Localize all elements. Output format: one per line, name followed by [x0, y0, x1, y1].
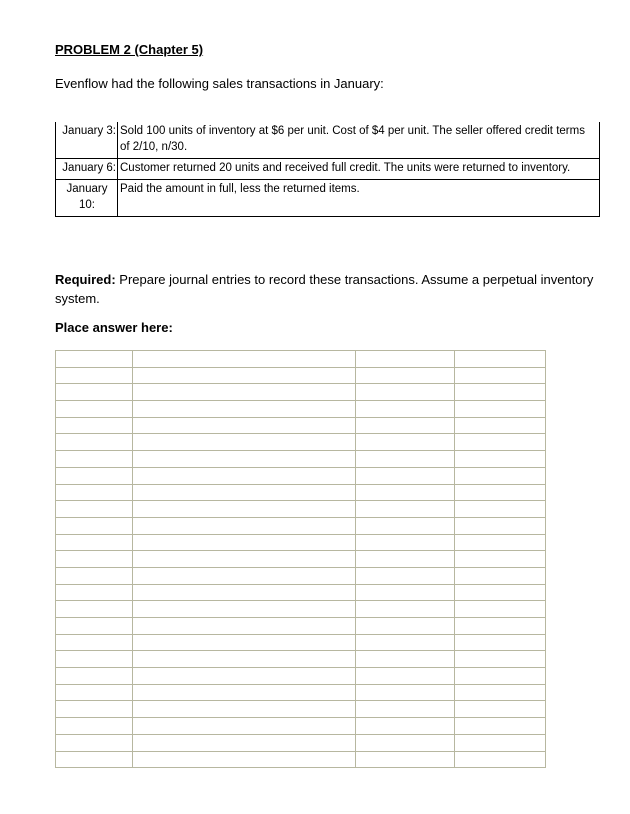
answer-row	[56, 434, 546, 451]
answer-cell-account[interactable]	[133, 634, 356, 651]
answer-cell-credit[interactable]	[455, 651, 546, 668]
answer-cell-date[interactable]	[56, 751, 133, 768]
answer-cell-account[interactable]	[133, 751, 356, 768]
answer-cell-account[interactable]	[133, 668, 356, 685]
answer-cell-debit[interactable]	[356, 467, 455, 484]
answer-cell-credit[interactable]	[455, 751, 546, 768]
answer-cell-credit[interactable]	[455, 584, 546, 601]
answer-cell-account[interactable]	[133, 384, 356, 401]
answer-row	[56, 367, 546, 384]
transaction-description: Sold 100 units of inventory at $6 per unit. Cost of $4 per unit. The seller offered credit terms of 2/10, n/30.	[118, 122, 600, 159]
answer-cell-credit[interactable]	[455, 434, 546, 451]
answer-cell-date[interactable]	[56, 584, 133, 601]
answer-row	[56, 751, 546, 768]
answer-cell-credit[interactable]	[455, 718, 546, 735]
answer-cell-account[interactable]	[133, 484, 356, 501]
answer-cell-debit[interactable]	[356, 484, 455, 501]
transaction-date: January 6:	[56, 159, 118, 180]
answer-cell-debit[interactable]	[356, 751, 455, 768]
answer-cell-debit[interactable]	[356, 451, 455, 468]
answer-cell-debit[interactable]	[356, 417, 455, 434]
answer-row	[56, 651, 546, 668]
answer-cell-credit[interactable]	[455, 534, 546, 551]
answer-cell-date[interactable]	[56, 451, 133, 468]
answer-cell-date[interactable]	[56, 417, 133, 434]
answer-cell-date[interactable]	[56, 384, 133, 401]
answer-cell-account[interactable]	[133, 718, 356, 735]
answer-cell-date[interactable]	[56, 551, 133, 568]
answer-cell-debit[interactable]	[356, 668, 455, 685]
answer-cell-debit[interactable]	[356, 384, 455, 401]
answer-cell-debit[interactable]	[356, 634, 455, 651]
answer-cell-account[interactable]	[133, 534, 356, 551]
answer-cell-date[interactable]	[56, 651, 133, 668]
answer-cell-credit[interactable]	[455, 384, 546, 401]
answer-row	[56, 551, 546, 568]
answer-row	[56, 384, 546, 401]
answer-cell-account[interactable]	[133, 517, 356, 534]
answer-cell-date[interactable]	[56, 467, 133, 484]
transaction-row	[56, 159, 600, 180]
answer-cell-credit[interactable]	[455, 484, 546, 501]
answer-cell-date[interactable]	[56, 701, 133, 718]
answer-cell-debit[interactable]	[356, 551, 455, 568]
answer-cell-date[interactable]	[56, 734, 133, 751]
answer-grid[interactable]	[55, 350, 546, 768]
answer-cell-account[interactable]	[133, 434, 356, 451]
answer-cell-debit[interactable]	[356, 501, 455, 518]
required-instructions	[55, 270, 595, 308]
answer-cell-date[interactable]	[56, 401, 133, 418]
answer-cell-account[interactable]	[133, 618, 356, 635]
answer-row	[56, 601, 546, 618]
answer-cell-date[interactable]	[56, 601, 133, 618]
answer-cell-debit[interactable]	[356, 718, 455, 735]
answer-cell-credit[interactable]	[455, 467, 546, 484]
answer-cell-credit[interactable]	[455, 417, 546, 434]
answer-cell-account[interactable]	[133, 417, 356, 434]
answer-cell-date[interactable]	[56, 567, 133, 584]
answer-row	[56, 668, 546, 685]
transaction-date: January 10:	[56, 180, 118, 217]
answer-cell-date[interactable]	[56, 351, 133, 368]
answer-cell-account[interactable]	[133, 351, 356, 368]
answer-row	[56, 484, 546, 501]
answer-cell-credit[interactable]	[455, 634, 546, 651]
answer-cell-date[interactable]	[56, 718, 133, 735]
answer-cell-date[interactable]	[56, 434, 133, 451]
answer-row	[56, 567, 546, 584]
answer-cell-debit[interactable]	[356, 351, 455, 368]
answer-row	[56, 417, 546, 434]
answer-cell-debit[interactable]	[356, 684, 455, 701]
answer-cell-account[interactable]	[133, 501, 356, 518]
answer-cell-account[interactable]	[133, 601, 356, 618]
answer-cell-date[interactable]	[56, 367, 133, 384]
answer-cell-debit[interactable]	[356, 367, 455, 384]
required-label: Required:	[55, 272, 116, 287]
transaction-row	[56, 180, 600, 217]
answer-row	[56, 634, 546, 651]
answer-row	[56, 584, 546, 601]
answer-label: Place answer here:	[55, 320, 173, 335]
problem-title: PROBLEM 2 (Chapter 5)	[55, 42, 204, 57]
answer-row	[56, 401, 546, 418]
answer-cell-account[interactable]	[133, 651, 356, 668]
required-text: Prepare journal entries to record these transactions. Assume a perpetual inventory system.	[55, 272, 594, 306]
answer-cell-date[interactable]	[56, 517, 133, 534]
answer-cell-credit[interactable]	[455, 668, 546, 685]
answer-cell-account[interactable]	[133, 584, 356, 601]
answer-row	[56, 718, 546, 735]
answer-cell-credit[interactable]	[455, 701, 546, 718]
answer-cell-credit[interactable]	[455, 734, 546, 751]
answer-cell-credit[interactable]	[455, 684, 546, 701]
answer-cell-debit[interactable]	[356, 517, 455, 534]
answer-cell-debit[interactable]	[356, 734, 455, 751]
answer-cell-account[interactable]	[133, 451, 356, 468]
answer-cell-debit[interactable]	[356, 701, 455, 718]
answer-row	[56, 517, 546, 534]
answer-cell-date[interactable]	[56, 501, 133, 518]
answer-cell-date[interactable]	[56, 618, 133, 635]
answer-row	[56, 618, 546, 635]
answer-cell-debit[interactable]	[356, 618, 455, 635]
answer-cell-debit[interactable]	[356, 434, 455, 451]
answer-row	[56, 734, 546, 751]
answer-cell-date[interactable]	[56, 684, 133, 701]
answer-row	[56, 501, 546, 518]
answer-cell-credit[interactable]	[455, 601, 546, 618]
answer-cell-credit[interactable]	[455, 501, 546, 518]
answer-row	[56, 534, 546, 551]
answer-row	[56, 684, 546, 701]
answer-row	[56, 351, 546, 368]
transaction-description: Paid the amount in full, less the returned items.	[118, 180, 600, 217]
answer-cell-debit[interactable]	[356, 651, 455, 668]
answer-cell-debit[interactable]	[356, 401, 455, 418]
answer-cell-credit[interactable]	[455, 567, 546, 584]
answer-row	[56, 467, 546, 484]
transactions-table	[55, 122, 600, 217]
answer-cell-account[interactable]	[133, 701, 356, 718]
answer-cell-account[interactable]	[133, 567, 356, 584]
answer-cell-debit[interactable]	[356, 601, 455, 618]
answer-cell-account[interactable]	[133, 367, 356, 384]
answer-cell-account[interactable]	[133, 734, 356, 751]
answer-cell-account[interactable]	[133, 551, 356, 568]
answer-cell-credit[interactable]	[455, 351, 546, 368]
answer-cell-debit[interactable]	[356, 584, 455, 601]
answer-cell-credit[interactable]	[455, 401, 546, 418]
answer-row	[56, 451, 546, 468]
answer-cell-credit[interactable]	[455, 517, 546, 534]
answer-cell-account[interactable]	[133, 684, 356, 701]
answer-cell-debit[interactable]	[356, 534, 455, 551]
answer-cell-date[interactable]	[56, 484, 133, 501]
answer-cell-credit[interactable]	[455, 451, 546, 468]
problem-intro: Evenflow had the following sales transactions in January:	[55, 76, 384, 91]
answer-cell-date[interactable]	[56, 634, 133, 651]
answer-cell-account[interactable]	[133, 467, 356, 484]
answer-cell-credit[interactable]	[455, 367, 546, 384]
answer-cell-account[interactable]	[133, 401, 356, 418]
answer-row	[56, 701, 546, 718]
transaction-row	[56, 122, 600, 159]
transaction-description: Customer returned 20 units and received full credit. The units were returned to inventory.	[118, 159, 600, 180]
answer-cell-date[interactable]	[56, 534, 133, 551]
answer-cell-credit[interactable]	[455, 618, 546, 635]
transaction-date: January 3:	[56, 122, 118, 159]
answer-cell-date[interactable]	[56, 668, 133, 685]
answer-cell-credit[interactable]	[455, 551, 546, 568]
answer-cell-debit[interactable]	[356, 567, 455, 584]
